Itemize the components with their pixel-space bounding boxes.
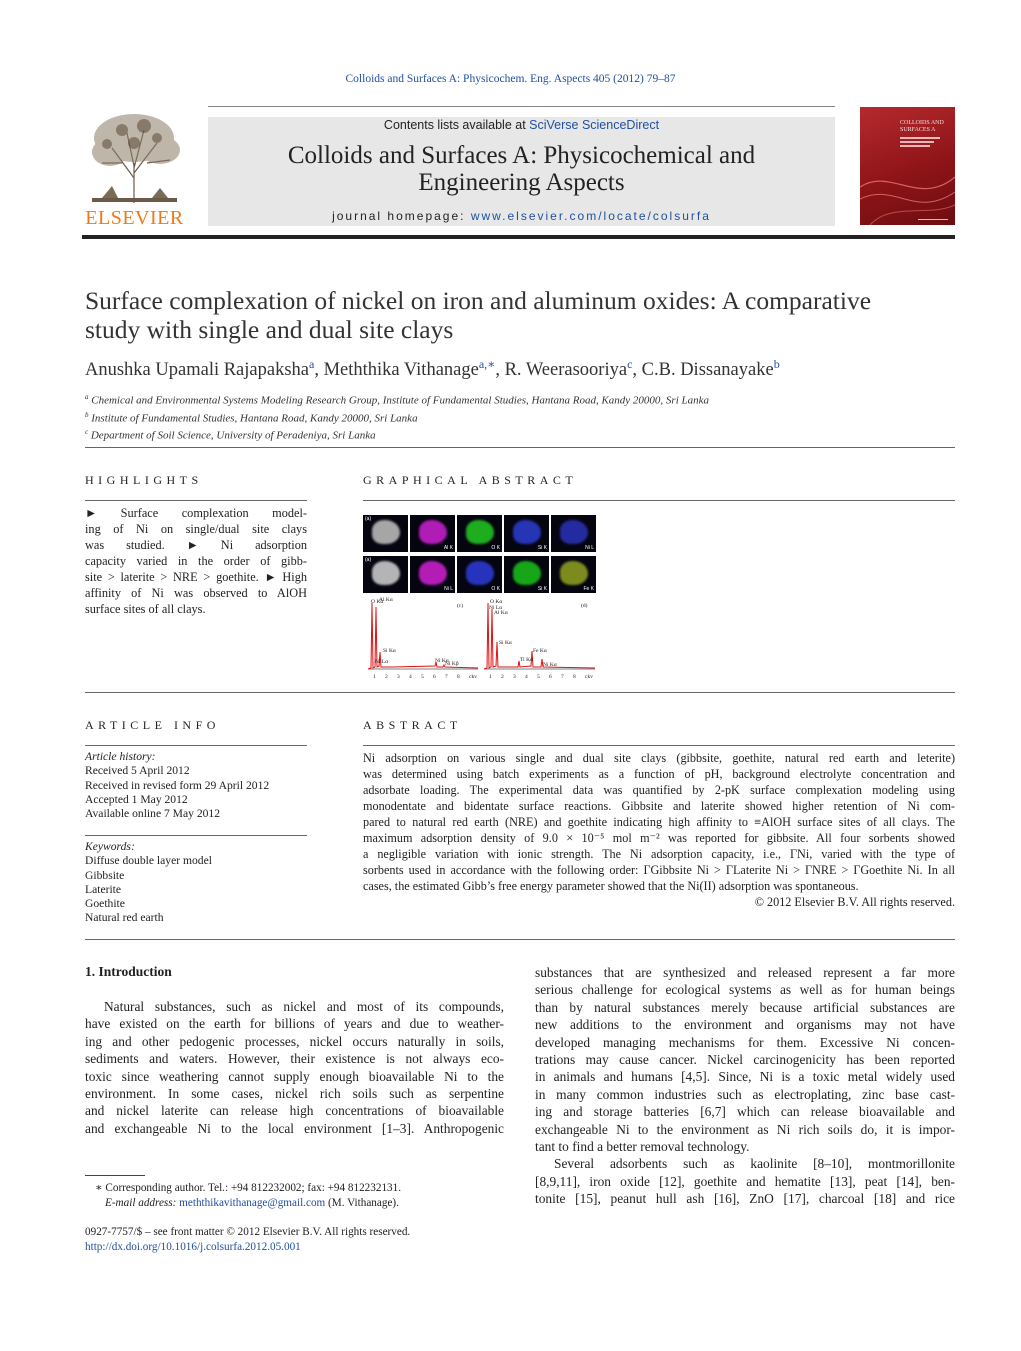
abstract-heading: ABSTRACT [363, 718, 462, 732]
author-separator: , [632, 360, 642, 381]
element-map-tile [410, 556, 455, 593]
element-map-blob [466, 561, 494, 585]
spectrum-x-tick: 3 [397, 674, 400, 680]
author-separator: , [314, 360, 324, 381]
element-map-tile [457, 515, 502, 552]
intro-line: and nickel laterite can release high concentrations of bioavailable [85, 1103, 504, 1119]
element-map-label: Ni L [585, 545, 594, 551]
abstract-line: was determined using batch experiments as a function of pH, background electrolyte concentration and [363, 767, 955, 781]
spectrum-x-tick: 5 [421, 674, 424, 680]
spectrum-x-tick: 8 [573, 674, 576, 680]
history-item: Received 5 April 2012 [85, 764, 190, 778]
cover-swirl-icon [860, 107, 955, 225]
author-name[interactable]: Anushka Upamali Rajapaksha [85, 360, 309, 381]
author-affiliation-marker[interactable]: b [773, 357, 780, 371]
author-separator: , [495, 360, 505, 381]
affiliation-item [85, 408, 709, 426]
intro-line: in animals and humans [4,5]. Since, Ni is a toxic metal widely used [535, 1069, 955, 1085]
abstract-line: cases, the estimated Gibb’s free energy parameter showed that the Ni(II) adsorption was spontaneous. [363, 879, 859, 893]
email-label: E-mail address: [105, 1196, 177, 1209]
element-map-blob [419, 520, 447, 544]
spectrum-peak-label: Si Kα [383, 648, 396, 654]
element-map-label: (a) [365, 516, 372, 522]
affiliation-item [85, 425, 709, 443]
spectrum-peak-label: Al Kα [494, 610, 508, 616]
affiliations [85, 390, 709, 443]
intro-right-column [535, 964, 955, 1208]
abstract-line: adsorbate loading. The experimental data was quantified by 2-pK surface complexation modeling using [363, 783, 955, 797]
element-map-label: Si K [537, 545, 547, 551]
intro-line: than by natural substances merely because artificial substances are [535, 999, 955, 1015]
keywords [85, 840, 212, 926]
intro-line: tonite [15], peanut hull ash [16], ZnO [17], charcoal [18] and rice [535, 1191, 955, 1207]
spectrum-x-tick: ckv [469, 674, 477, 680]
element-map-tile [410, 515, 455, 552]
element-map-tile [504, 556, 549, 593]
author-name[interactable]: C.B. Dissanayake [641, 360, 774, 381]
author-name[interactable]: Meththika Vithanage [323, 360, 479, 381]
article-title-line2: study with single and dual site clays [85, 315, 454, 344]
spectrum-peak-label: O Kα [490, 599, 503, 605]
spectrum-peak-label: Ni Lα [375, 659, 389, 665]
spectrum-peak-label: Ni Kα [435, 658, 449, 664]
contents-line [208, 118, 835, 132]
email-suffix: (M. Vithanage). [328, 1196, 399, 1209]
graphical-abstract-heading: GRAPHICAL ABSTRACT [363, 473, 578, 487]
element-map-tile [504, 515, 549, 552]
element-map-blob [372, 520, 400, 544]
cover-title-line2: SURFACES A [900, 127, 936, 133]
spectrum-x-tick: 6 [433, 674, 436, 680]
author-list [85, 357, 780, 381]
abstract-line: monodentate and bidentate surface reactions. Gibbsite and laterite showed higher retention of Ni com- [363, 799, 955, 813]
spectrum-x-tick: 2 [385, 674, 388, 680]
intro-line: Natural substances, such as nickel and most of its compounds, [104, 999, 504, 1014]
highlight-line: ► Surface complexation model- [85, 506, 307, 520]
spectrum-peak-label: Al Kα [379, 597, 393, 603]
intro-line: new additions to the environment and organisms may not have [535, 1017, 955, 1033]
intro-line: trations may cause cancer. Nickel carcinogenicity has been reported [535, 1052, 955, 1068]
corresponding-author-note: ∗ Corresponding author. Tel.: +94 812232002; fax: +94 812232131. [95, 1182, 402, 1194]
elsevier-logo[interactable] [82, 108, 187, 233]
abstract-body [363, 750, 955, 910]
spectrum-peak-label: O Kα [371, 599, 384, 605]
author-name[interactable]: R. Weerasooriya [504, 360, 628, 381]
journal-title-line2: Engineering Aspects [418, 169, 625, 196]
author-affiliation-marker[interactable]: c [627, 357, 633, 371]
spectrum-x-tick: ckv [585, 674, 593, 680]
contents-prefix: Contents lists available at [383, 118, 530, 132]
journal-homepage-line [208, 209, 835, 223]
homepage-link[interactable]: www.elsevier.com/locate/colsurfa [470, 209, 711, 223]
affiliation-text: Institute of Fundamental Studies, Hantana Road, Kandy 20000, Sri Lanka [91, 412, 418, 425]
affiliation-text: Chemical and Environmental Systems Modeling Research Group, Institute of Fundamental Studies, Hantana Road, Kandy 20000, Sri Lanka [91, 394, 710, 407]
intro-line: toxic since weathering cannot supply enough bioavailable Ni to the [85, 1068, 504, 1084]
journal-title-line1: Colloids and Surfaces A: Physicochemical and [287, 142, 756, 169]
spectrum-x-tick: 6 [549, 674, 552, 680]
element-map-blob [560, 561, 588, 585]
intro-line: tant to find a better removal technology. [535, 1139, 750, 1155]
journal-cover-thumbnail[interactable] [860, 107, 955, 225]
elsevier-wordmark: ELSEVIER [85, 207, 184, 229]
element-map-blob [560, 520, 588, 544]
spectrum-peak-label: Fe Kα [533, 648, 547, 654]
intro-line: exchangeable Ni to the environment as Ni rich soils do, it is impor- [535, 1121, 955, 1137]
intro-line: sediments and waters. However, their existence is not always eco- [85, 1051, 504, 1067]
history-label: Article history: [85, 750, 156, 763]
highlight-line: affinity of Ni was observed to AlOH [85, 586, 307, 600]
element-map-label: Fe K [583, 586, 594, 592]
homepage-prefix: journal homepage: [332, 209, 471, 223]
keyword-item: Goethite [85, 897, 125, 911]
intro-line: Several adsorbents such as kaolinite [8–10], montmorillonite [554, 1156, 955, 1172]
intro-heading: 1. Introduction [85, 964, 172, 979]
article-title [85, 286, 955, 344]
highlights-body [85, 505, 307, 617]
element-map-row-1 [363, 515, 597, 552]
element-map-tile [551, 556, 596, 593]
element-map-label: O K [491, 586, 500, 592]
history-item: Accepted 1 May 2012 [85, 792, 188, 806]
journal-citation[interactable]: Colloids and Surfaces A: Physicochem. Eng. Aspects 405 (2012) 79–87 [345, 73, 676, 85]
affiliation-key: c [85, 428, 89, 437]
element-map-blob [372, 561, 400, 585]
spectrum-peak-label: Ni Kα [543, 662, 557, 668]
intro-line: serious challenge for ecological systems as well as for human beings [535, 982, 955, 998]
issn-line: 0927-7757/$ – see front matter © 2012 Elsevier B.V. All rights reserved. [85, 1226, 411, 1238]
spectrum-peak-label: Ti Kα [520, 657, 533, 663]
footnote [85, 1181, 401, 1210]
highlight-line: was studied. ► Ni adsorption [85, 538, 307, 552]
spectrum-x-tick: 7 [445, 674, 448, 680]
highlight-line: ing of Ni on single/dual site clays [85, 522, 307, 536]
article-history [85, 750, 269, 821]
highlight-line: site > laterite > NRE > goethite. ► High [85, 570, 307, 584]
abstract-line: sorbents used in accordance with the following order: ΓGibbsite Ni > ΓLaterite Ni > ΓNRE > ΓGoethite Ni. In all [363, 863, 955, 877]
element-map-tile [363, 515, 408, 552]
element-map-label: Al K [443, 545, 453, 551]
journal-banner [208, 117, 835, 226]
author-affiliation-marker[interactable]: a [309, 357, 315, 371]
abstract-line: a negligible variation with ionic strength. The Ni adsorption capacity, i.e., ΓNi, varied with the type of [363, 847, 955, 861]
keyword-item: Diffuse double layer model [85, 854, 212, 868]
spectrum-x-tick: 4 [525, 674, 528, 680]
history-item: Available online 7 May 2012 [85, 807, 221, 821]
elsevier-tree-icon [82, 108, 187, 208]
spectrum-x-tick: 1 [373, 674, 376, 680]
keyword-item: Laterite [85, 882, 122, 896]
spectrum-peak-label: Ni Kβ [445, 661, 459, 667]
sciencedirect-link[interactable]: SciVerse ScienceDirect [529, 118, 660, 132]
element-map-tile [457, 556, 502, 593]
spectrum-x-tick: 1 [489, 674, 492, 680]
eds-spectra [363, 595, 597, 681]
cover-title-line1: COLLOIDS AND [900, 120, 944, 126]
spectrum-x-tick: 4 [409, 674, 412, 680]
element-map-label: O K [491, 545, 500, 551]
keyword-item: Natural red earth [85, 911, 164, 925]
element-map-tile [551, 515, 596, 552]
abstract-copyright: © 2012 Elsevier B.V. All rights reserved. [754, 895, 955, 909]
spectrum-x-tick: 5 [537, 674, 540, 680]
spectrum-x-tick: 7 [561, 674, 564, 680]
intro-line: substances that are synthesized and released represent a far more [535, 965, 955, 980]
highlight-line: capacity varied in the order of gibb- [85, 554, 307, 568]
intro-left-column [85, 998, 504, 1137]
element-map-label: Ni L [444, 586, 453, 592]
intro-line: ing and storage batteries [6,7] which can release bioavailable and [535, 1104, 955, 1120]
keyword-item: Gibbsite [85, 868, 125, 882]
abstract-line: maximum adsorption density of 9.0 × 10⁻⁵ mol m⁻² was reported for gibbsite. All four sorbents showed [363, 831, 955, 845]
element-map-label: (a) [365, 557, 372, 563]
spectrum-x-tick: 2 [501, 674, 504, 680]
spectrum-peak-label: Ni Lα [489, 605, 503, 611]
intro-line: developed managing mechanisms for them. Excessive Ni concen- [535, 1034, 955, 1050]
affiliation-key: a [85, 393, 89, 401]
spectrum-panel-label: (d) [581, 603, 588, 609]
email-link[interactable]: meththikavithanage@gmail.com [179, 1196, 326, 1209]
history-item: Received in revised form 29 April 2012 [85, 778, 270, 792]
element-map-tile [363, 556, 408, 593]
author-affiliation-marker[interactable]: a,∗ [478, 357, 496, 371]
intro-line: in many common industries such as electroplating, zinc base cast- [535, 1086, 955, 1102]
spectrum-x-tick: 8 [457, 674, 460, 680]
spectrum-peak-label: Si Kα [499, 640, 512, 646]
element-map-blob [419, 561, 447, 585]
intro-line: ing and other pedogenic processes, nickel occurs naturally in soils, [85, 1033, 504, 1049]
abstract-line: pared to natural red earth (NRE) and goethite indicating high affinity to ≡AlOH surface sites of all clays. The [363, 815, 955, 829]
spectrum-panel-label: (c) [457, 603, 464, 609]
graphical-abstract-figure[interactable] [363, 515, 597, 681]
highlight-line: surface sites of all clays. [85, 602, 206, 616]
highlights-heading: HIGHLIGHTS [85, 473, 203, 487]
intro-line: [8,9,11], iron oxide [12], goethite and hematite [13], peat [14], ben- [535, 1173, 955, 1189]
email-line [85, 1196, 401, 1211]
article-info-heading: ARTICLE INFO [85, 718, 220, 732]
affiliation-text: Department of Soil Science, University of Peradeniya, Sri Lanka [90, 429, 376, 442]
element-map-blob [513, 561, 541, 585]
intro-line: environment. In some cases, nickel rich soils such as serpentine [85, 1086, 504, 1102]
intro-line: and exchangeable Ni to the local environment [1–3]. Anthropogenic [85, 1120, 504, 1136]
affiliation-item [85, 390, 709, 408]
element-map-blob [513, 520, 541, 544]
keywords-label: Keywords: [85, 840, 135, 853]
element-map-row-2 [363, 556, 597, 593]
element-map-label: Si K [537, 586, 547, 592]
doi-link[interactable]: http://dx.doi.org/10.1016/j.colsurfa.2012.05.001 [85, 1241, 301, 1253]
element-map-blob [466, 520, 494, 544]
article-title-line1: Surface complexation of nickel on iron and aluminum oxides: A comparative [85, 286, 872, 315]
spectrum-x-tick: 3 [513, 674, 516, 680]
affiliation-key: b [85, 410, 89, 419]
intro-line: have existed on the earth for billions of years and due to weather- [85, 1016, 504, 1032]
abstract-line: Ni adsorption on various single and dual site clays (gibbsite, goethite, natural red earth and leterite) [363, 751, 955, 765]
